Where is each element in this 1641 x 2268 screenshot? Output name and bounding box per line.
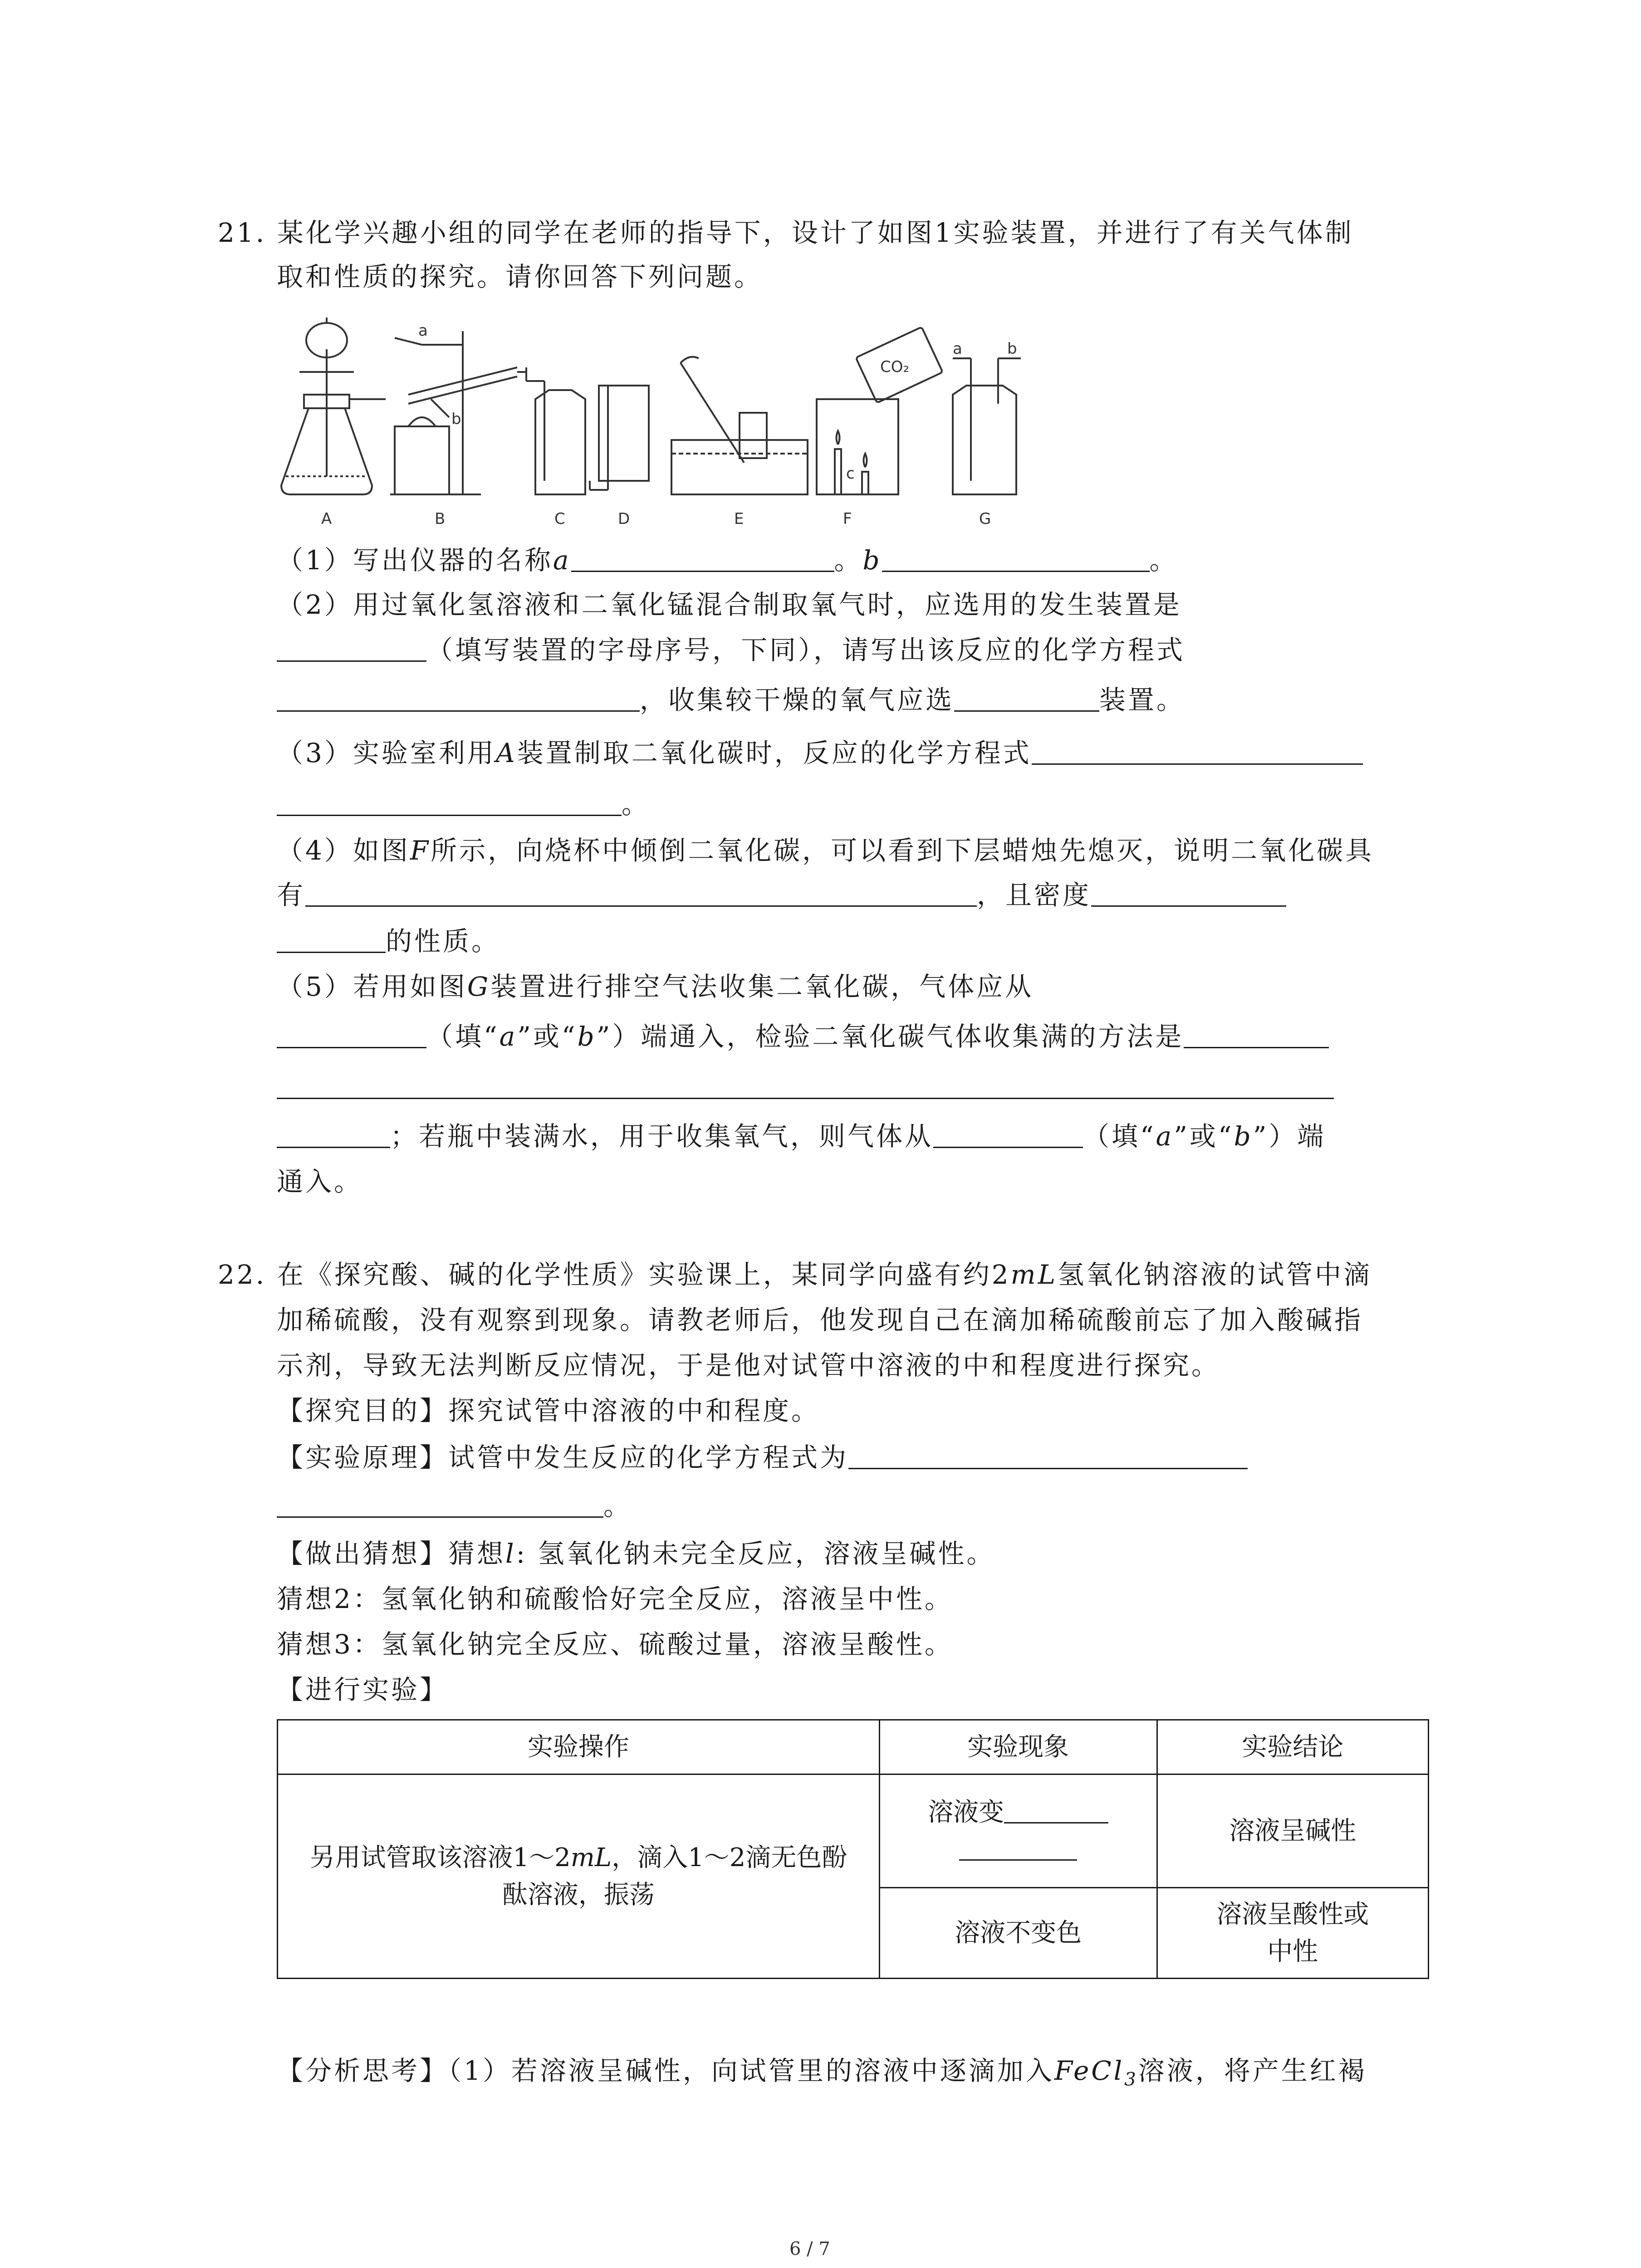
q21-line-1 [218,217,1354,249]
q21-p5-line3 [277,1071,1334,1103]
label-a: A [321,510,332,528]
q21-p3-line2 [277,788,650,820]
q21-p5-t4: ；若瓶中装满水，用于收集氧气，则气体从 [390,1121,934,1152]
answer-blank-color-2[interactable] [959,1833,1077,1861]
q21-p5-pre: （5）若用如图 [277,971,467,1002]
q21-p5-end: 通入。 [277,1166,363,1197]
answer-blank-property[interactable] [305,879,977,907]
q21-p5-line5 [277,1166,362,1198]
q21-p2-text3-end: 装置。 [1099,684,1185,715]
page-number: 6 / 7 [789,2239,830,2259]
q22-analysis-post: 溶液，将产生红褐 [1138,2055,1367,2086]
answer-blank-generator[interactable] [277,634,426,662]
q22-guess1-num: l [505,1538,516,1569]
q22-guess3 [277,1628,953,1660]
q21-p4-have: 有 [277,880,306,910]
q21-p5-line1 [277,971,1034,1002]
answer-blank-principle-1[interactable] [848,1442,1248,1469]
q21-p2-line1 [277,589,1182,621]
cell-conclusion-2 [1157,1888,1429,1979]
q21-p4-line2 [277,879,1286,911]
q21-p5-t5: （填“ [1083,1121,1156,1152]
q22-analysis [277,2055,1367,2096]
label-b: B [435,510,446,528]
q21-p5-t3: ”）端通入，检验二氧化碳气体收集满的方法是 [596,1021,1184,1052]
q21-p3-line1 [277,737,1363,769]
cell-phenomenon-2: 溶液不变色 [879,1888,1157,1979]
q22-purpose-text: 【探究目的】探究试管中溶液的中和程度。 [277,1395,820,1426]
q21-p4-post: 所示，向烧杯中倾倒二氧化碳，可以看到下层蜡烛先熄灭，说明二氧化碳具 [431,835,1374,866]
experiment-table [277,1719,1429,1979]
q22-principle-end: 。 [603,1491,632,1521]
q21-p1 [277,544,1178,576]
label-c: C [554,510,565,528]
op-unit: mL [570,1843,612,1872]
answer-blank-collector[interactable] [954,684,1099,712]
q21-p4-f: F [410,835,431,866]
apparatus-e-icon [671,357,808,494]
answer-blank-density[interactable] [1091,879,1286,907]
q21-p3-post: 装置制取二氧化碳时，反应的化学方程式 [517,738,1032,768]
answer-blank-a[interactable] [571,544,834,572]
op-post: ，滴入1～2滴无色酚 [612,1843,847,1872]
q22-ml: mL [1010,1259,1058,1290]
label-f: F [843,510,852,528]
apparatus-d-icon [590,386,649,490]
q21-p3-pre: （3）实验室利用 [277,738,496,768]
q21-p5-t1: （填“ [426,1021,500,1052]
q22-line-1 [218,1259,1372,1290]
q22-l1-post: 氢氧化钠溶液的试管中滴 [1058,1259,1372,1290]
q21-p5-t6: ”或“ [1174,1121,1234,1152]
q22-guess3-text: 猜想3：氢氧化钠完全反应、硫酸过量，溶液呈酸性。 [277,1629,953,1660]
label-e: E [734,510,744,528]
q22-guess2 [277,1583,953,1615]
q22-experiment-text: 【进行实验】 [277,1674,449,1705]
answer-blank-water-inlet[interactable] [933,1120,1083,1148]
answer-blank-inlet[interactable] [277,1021,426,1048]
fig-g-a-label: a [953,340,962,358]
q21-p5-a2: a [1156,1121,1174,1152]
q22-guess1-pre: 【做出猜想】猜想 [277,1538,506,1569]
q21-number: 21. [218,217,267,248]
q21-p1-text: （1）写出仪器的名称 [277,545,553,576]
q22-fecl3-sub: 3 [1124,2069,1138,2090]
q22-analysis-pre: 【分析思考】（1）若溶液呈碱性，向试管里的溶液中逐滴加入 [277,2055,1054,2086]
q22-principle-line2 [277,1490,632,1522]
cell-conclusion-1: 溶液呈碱性 [1157,1774,1429,1888]
q21-p4-density: ，且密度 [977,880,1092,910]
q21-p5-b2: b [1234,1121,1253,1152]
q21-p1-a: a [553,545,571,576]
q22-line-3 [277,1349,1220,1381]
answer-blank-check-method-1[interactable] [1184,1021,1329,1048]
q21-p4-line1 [277,835,1374,866]
phen1-text: 溶液变 [928,1797,1004,1827]
answer-blank-density-2[interactable] [277,925,386,953]
q21-p5-t2: ”或“ [517,1021,578,1052]
header-phenomenon: 实验现象 [879,1720,1157,1774]
q22-guess1 [277,1538,995,1569]
q22-purpose [277,1395,820,1427]
q21-p2-text3: ，收集较干燥的氧气应选 [640,684,955,715]
fig-g-b-label: b [1007,340,1017,358]
q21-p1-end: 。 [1149,545,1178,576]
q22-number: 22. [218,1259,267,1290]
apparatus-c-icon [526,367,585,494]
answer-blank-color-1[interactable] [1004,1796,1108,1823]
q21-p5-t7: ”）端 [1253,1121,1326,1152]
answer-blank-check-method-3[interactable] [277,1120,390,1148]
q22-guess1-post: : 氢氧化钠未完全反应，溶液呈碱性。 [516,1538,995,1569]
q22-line-2 [277,1304,1363,1336]
fig-c-label: c [846,464,855,483]
cell-phenomenon-1 [879,1774,1157,1888]
apparatus-figure [272,313,1089,544]
q22-l2: 加稀硫酸，没有观察到现象。请教老师后，他发现自己在滴加稀硫酸前忘了加入酸碱指 [277,1305,1363,1335]
header-operation: 实验操作 [278,1720,880,1774]
answer-blank-principle-2[interactable] [277,1490,603,1518]
answer-blank-equation-co2-2[interactable] [277,788,622,816]
q22-guess2-text: 猜想2：氢氧化钠和硫酸恰好完全反应，溶液呈中性。 [277,1584,953,1614]
table-header-row [278,1720,1429,1774]
q21-p5-b: b [577,1021,597,1052]
header-conclusion: 实验结论 [1157,1720,1429,1774]
q21-p2-text2: （填写装置的字母序号，下同），请写出该反应的化学方程式 [426,635,1185,665]
q21-line-2 [277,261,763,293]
q21-p5-a: a [499,1021,518,1052]
q21-p2-line2 [277,634,1185,666]
q21-p5-post: 装置进行排空气法收集二氧化碳，气体应从 [490,971,1034,1002]
q21-p1-sep: 。 [834,545,863,576]
label-d: D [618,510,630,528]
q21-p5-line2 [277,1021,1329,1052]
q21-p3-a: A [495,738,517,768]
fig-a-label: a [418,322,428,340]
apparatus-a-icon [281,318,386,494]
q21-p1-b: b [862,545,882,576]
q22-fecl3: FeCl [1054,2055,1125,2086]
fig-b-label: b [451,410,461,428]
concl2-l1: 溶液呈酸性或 [1216,1899,1369,1929]
op-pre: 另用试管取该溶液1～2 [309,1843,571,1872]
apparatus-f-icon [817,327,943,494]
answer-blank-equation-o2[interactable] [277,684,640,712]
q21-p5-line4 [277,1120,1326,1152]
answer-blank-equation-co2-1[interactable] [1032,737,1363,765]
q21-p4-line3 [277,925,500,957]
answer-blank-check-method-2[interactable] [277,1071,1334,1099]
q22-experiment [277,1674,448,1706]
op-line2: 酞溶液，振荡 [502,1880,655,1910]
concl2-l2: 中性 [1267,1936,1318,1966]
q22-principle-text: 【实验原理】试管中发生反应的化学方程式为 [277,1442,849,1473]
q21-intro-1: 某化学兴趣小组的同学在老师的指导下，设计了如图1实验装置，并进行了有关气体制 [277,217,1354,248]
q21-p2-line3 [277,684,1185,716]
q21-intro-2: 取和性质的探究。请你回答下列问题。 [277,261,763,292]
cell-operation [278,1774,880,1979]
label-g: G [979,510,991,528]
q21-p4-pre: （4）如图 [277,835,410,866]
table-row [278,1774,1429,1888]
q21-p4-end: 的性质。 [386,926,500,957]
q22-principle [277,1442,1248,1473]
q21-p3-end: 。 [622,789,651,820]
q21-p5-g: G [467,971,491,1002]
answer-blank-b[interactable] [882,544,1150,572]
q22-l1-pre: 在《探究酸、碱的化学性质》实验课上，某同学向盛有约2 [277,1259,1011,1290]
co2-label: CO₂ [880,358,910,376]
q22-l3: 示剂，导致无法判断反应情况，于是他对试管中溶液的中和程度进行探究。 [277,1350,1220,1381]
apparatus-g-icon [953,358,1021,494]
q21-p2-text1: （2）用过氧化氢溶液和二氧化锰混合制取氧气时，应选用的发生装置是 [277,589,1182,620]
